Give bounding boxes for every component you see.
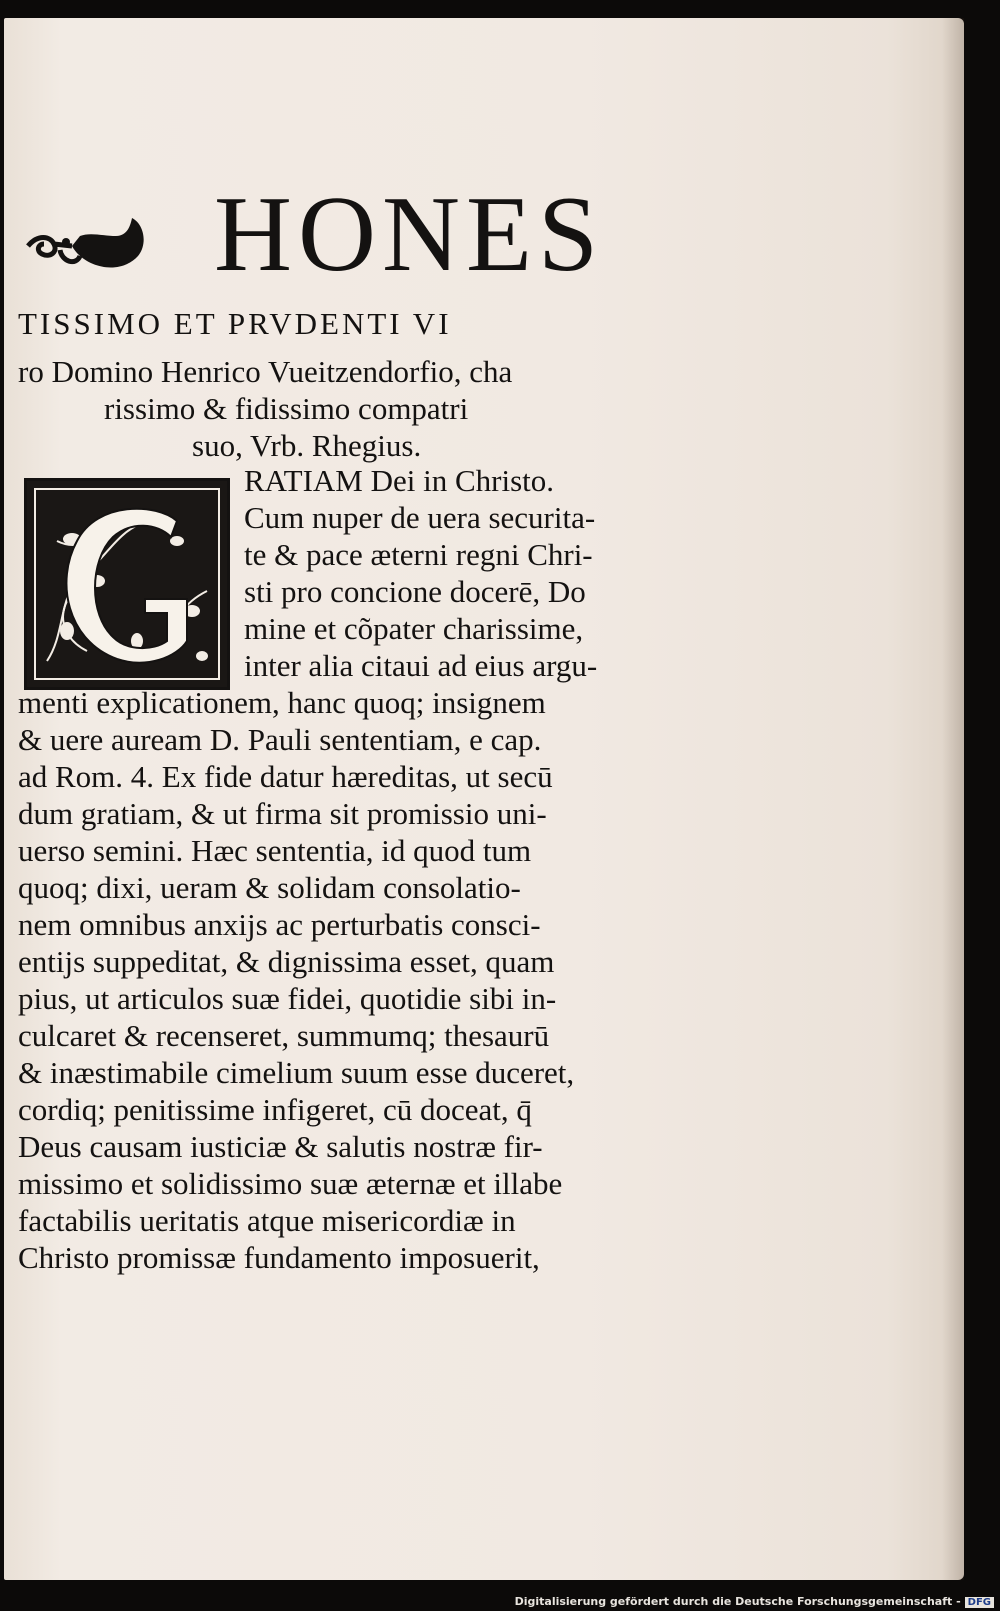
dfg-logo: DFG — [965, 1597, 994, 1608]
text-line: uerso semini. Hæc sententia, id quod tum — [18, 833, 532, 868]
text-line: ad Rom. 4. Ex fide datur hæreditas, ut secū — [18, 759, 553, 794]
text-line: RATIAM Dei in Christo. — [244, 463, 554, 498]
text-line: Deus causam iusticiæ & salutis nostræ fir- — [18, 1129, 543, 1164]
text-line: te & pace æterni regni Chri- — [244, 537, 593, 572]
dedication-line: rissimo & fidissimo compatri — [104, 391, 469, 426]
text-line: cordiq; penitissime infigeret, cū doceat, q̄ — [18, 1092, 532, 1127]
dedication-line: suo, Vrb. Rhegius. — [192, 428, 422, 463]
page-edge-shadow — [942, 18, 964, 1580]
decorated-initial-g — [24, 478, 230, 690]
book-page — [4, 18, 964, 1580]
text-line: dum gratiam, & ut firma sit promissio uni- — [18, 796, 547, 831]
dedication-line: ro Domino Henrico Vueitzendorfio, cha — [18, 354, 513, 389]
text-line: Cum nuper de uera securita- — [244, 500, 596, 535]
credit-text: Digitalisierung gefördert durch die Deutsche Forschungsgemeinschaft - — [514, 1595, 961, 1608]
text-line: missimo et solidissimo suæ æternæ et illabe — [18, 1166, 563, 1201]
floral-initial-g-image — [27, 481, 227, 687]
text-line: entijs suppeditat, & dignissima esset, quam — [18, 944, 555, 979]
text-line: mine et cõpater charissime, — [244, 611, 584, 646]
text-line: Christo promissæ fundamento imposuerit, — [18, 1240, 540, 1275]
title-heading: HONES — [214, 175, 605, 294]
text-line: culcaret & recenseret, summumq; thesaurū — [18, 1018, 550, 1053]
dedication-line: TISSIMO ET PRVDENTI VI — [18, 306, 452, 341]
text-line: & inæstimabile cimelium suum esse duceret, — [18, 1055, 575, 1090]
fleuron-ornament — [20, 206, 150, 276]
digitization-credit — [515, 1595, 994, 1608]
text-line: factabilis ueritatis atque misericordiæ in — [18, 1203, 516, 1238]
text-line: pius, ut articulos suæ fidei, quotidie sibi in- — [18, 981, 557, 1016]
text-line: menti explicationem, hanc quoq; insignem — [18, 685, 546, 720]
text-line: nem omnibus anxijs ac perturbatis consci- — [18, 907, 541, 942]
text-line: quoq; dixi, ueram & solidam consolatio- — [18, 870, 521, 905]
text-line: inter alia citaui ad eius argu- — [244, 648, 598, 683]
text-line: & uere auream D. Pauli sententiam, e cap. — [18, 722, 542, 757]
text-line: sti pro concione docerē, Do — [244, 574, 586, 609]
